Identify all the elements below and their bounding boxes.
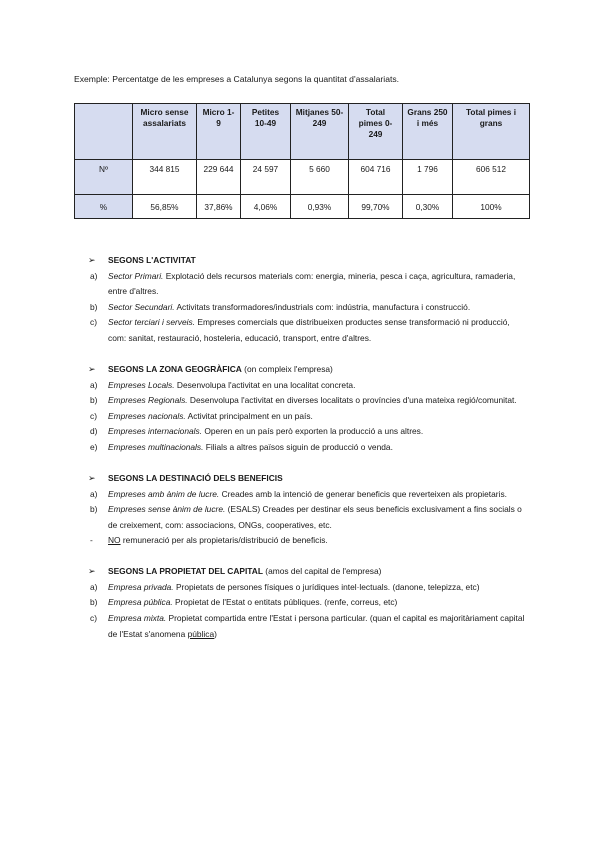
dash-marker: -: [90, 535, 93, 546]
note-underlined: NO: [108, 535, 121, 546]
list-item: [90, 611, 530, 642]
item-text: Propietat compartida entre l'Estat i persona particular. (quan el capital es majoritàriament capital de l'Estat s'anomena: [108, 613, 525, 639]
item-text: Creades amb la intenció de generar beneficis que reverteixen als propietaris.: [219, 488, 507, 499]
list-item: [90, 409, 530, 425]
header-cell: Total pimes 0-249: [349, 104, 403, 160]
item-marker: d): [90, 426, 98, 437]
note-item: [90, 533, 530, 549]
item-term: Empresa mixta.: [108, 613, 167, 624]
section-title: SEGONS L'ACTIVITAT: [108, 255, 196, 265]
table-cell: 0,30%: [403, 195, 453, 219]
item-marker: b): [90, 504, 98, 515]
table-cell: 24 597: [241, 160, 291, 195]
item-marker: b): [90, 597, 98, 608]
item-text: (ESALS) Creades per destinar els seus beneficis exclusivament a fins socials o de creixement, com: associacions, ONGs, cooperatives, etc.: [108, 504, 522, 530]
arrow-bullet-icon: ➢: [88, 255, 96, 265]
item-text: Empreses comercials que distribueixen productes sense transformació ni producció, com: sanitat, restauració, hosteleria, educació, transport, entre d'altres.: [108, 317, 510, 343]
table-cell: 4,06%: [241, 195, 291, 219]
item-term: Empresa privada.: [108, 581, 174, 592]
item-text: Desenvolupa l'activitat en una localitat concreta.: [174, 379, 356, 390]
item-text: Operen en un país però exporten la producció a uns altres.: [202, 426, 424, 437]
item-text: Propietat de l'Estat o entitats públiques. (renfe, correus, etc): [172, 597, 398, 608]
item-term: Empreses Regionals.: [108, 395, 188, 406]
item-text: Propietats de persones físiques o jurídiques intel·lectuals. (danone, telepizza, etc): [173, 581, 480, 592]
table-cell: 606 512: [453, 160, 530, 195]
note-text: remuneració per als propietaris/distribució de beneficis.: [120, 535, 328, 546]
item-term: Empreses internacionals.: [108, 426, 203, 437]
list-item: [90, 440, 530, 456]
header-cell: Petites 10-49: [241, 104, 291, 160]
item-marker: a): [90, 379, 98, 390]
item-marker: a): [90, 488, 98, 499]
section-heading: [90, 253, 530, 269]
companies-table: [74, 103, 530, 219]
table-cell: 37,86%: [197, 195, 241, 219]
list-item: [90, 580, 530, 596]
section-suffix: (on compleix l'empresa): [241, 363, 333, 374]
section-heading: [90, 471, 530, 487]
item-marker: c): [90, 317, 97, 328]
arrow-bullet-icon: ➢: [88, 363, 96, 374]
table-cell: 604 716: [349, 160, 403, 195]
item-term: Empreses multinacionals.: [108, 441, 204, 452]
section-title: SEGONS LA DESTINACIÓ DELS BENEFICIS: [108, 472, 283, 483]
section-title: SEGONS LA PROPIETAT DEL CAPITAL: [108, 566, 263, 577]
item-text: Activitats transformadores/industrials com: indústria, manufactura i construcció.: [174, 301, 471, 312]
arrow-bullet-icon: ➢: [88, 566, 96, 577]
table-cell: 1 796: [403, 160, 453, 195]
header-cell: [75, 104, 133, 160]
table-cell: 0,93%: [291, 195, 349, 219]
list-item: [90, 424, 530, 440]
item-marker: a): [90, 581, 98, 592]
item-term: Sector Secundari.: [108, 301, 175, 312]
item-marker: c): [90, 613, 97, 624]
item-underlined-word: pública: [187, 628, 215, 639]
section-capital-ownership: [90, 564, 530, 642]
classification-sections: [90, 253, 530, 658]
table-cell: 229 644: [197, 160, 241, 195]
list-item: [90, 269, 530, 300]
table-header-row: [75, 104, 530, 160]
section-heading: [90, 362, 530, 378]
table-cell: 99,70%: [349, 195, 403, 219]
list-item: [90, 378, 530, 394]
item-marker: b): [90, 301, 98, 312]
item-marker: b): [90, 395, 98, 406]
table-cell: 5 660: [291, 160, 349, 195]
row-label: %: [75, 195, 133, 219]
item-marker: a): [90, 270, 98, 281]
header-cell: Mitjanes 50-249: [291, 104, 349, 160]
list-item: [90, 487, 530, 503]
list-item: [90, 595, 530, 611]
item-text: Explotació dels recursos materials com: energia, mineria, pesca i caça, agricultura, ramaderia, entre d'altres.: [108, 270, 516, 297]
list-item: [90, 300, 530, 316]
section-geographic: [90, 362, 530, 456]
section-suffix: (amos del capital de l'empresa): [262, 566, 382, 577]
header-cell: Total pimes i grans: [453, 104, 530, 160]
header-cell: Micro sense assalariats: [133, 104, 197, 160]
item-text: Activitat principalment en un país.: [185, 410, 313, 421]
row-label: Nº: [75, 160, 133, 195]
header-cell: Micro 1-9: [197, 104, 241, 160]
arrow-bullet-icon: ➢: [88, 472, 96, 483]
section-title: SEGONS LA ZONA GEOGRÀFICA: [108, 363, 242, 374]
header-cell: Grans 250 i més: [403, 104, 453, 160]
item-text: Desenvolupa l'activitat en diverses localitats o províncies d'una mateixa regió/comunitat.: [187, 395, 517, 406]
item-term: Empresa pública.: [108, 597, 173, 608]
section-activity: [90, 253, 530, 347]
section-heading: [90, 564, 530, 580]
list-item: [90, 502, 530, 533]
item-text: Filials a altres països siguin de producció o venda.: [203, 441, 393, 452]
item-term: Empreses Locals.: [108, 379, 175, 390]
item-marker: e): [90, 441, 98, 452]
table-caption: Exemple: Percentatge de les empreses a Catalunya segons la quantitat d'assalariats.: [74, 74, 400, 84]
list-item: [90, 315, 530, 346]
list-item: [90, 393, 530, 409]
table-row: [75, 160, 530, 195]
table-cell: 100%: [453, 195, 530, 219]
item-term: Empreses amb ànim de lucre.: [108, 488, 220, 499]
table-cell: 344 815: [133, 160, 197, 195]
table-cell: 56,85%: [133, 195, 197, 219]
item-term: Empreses nacionals.: [108, 410, 186, 421]
table-row: [75, 195, 530, 219]
item-term: Sector Primari.: [108, 270, 164, 281]
section-profit-destination: [90, 471, 530, 549]
item-close-paren: ): [214, 628, 217, 639]
item-term: Sector terciari i serveis.: [108, 317, 196, 328]
item-term: Empreses sense ànim de lucre.: [108, 504, 226, 515]
item-marker: c): [90, 410, 97, 421]
